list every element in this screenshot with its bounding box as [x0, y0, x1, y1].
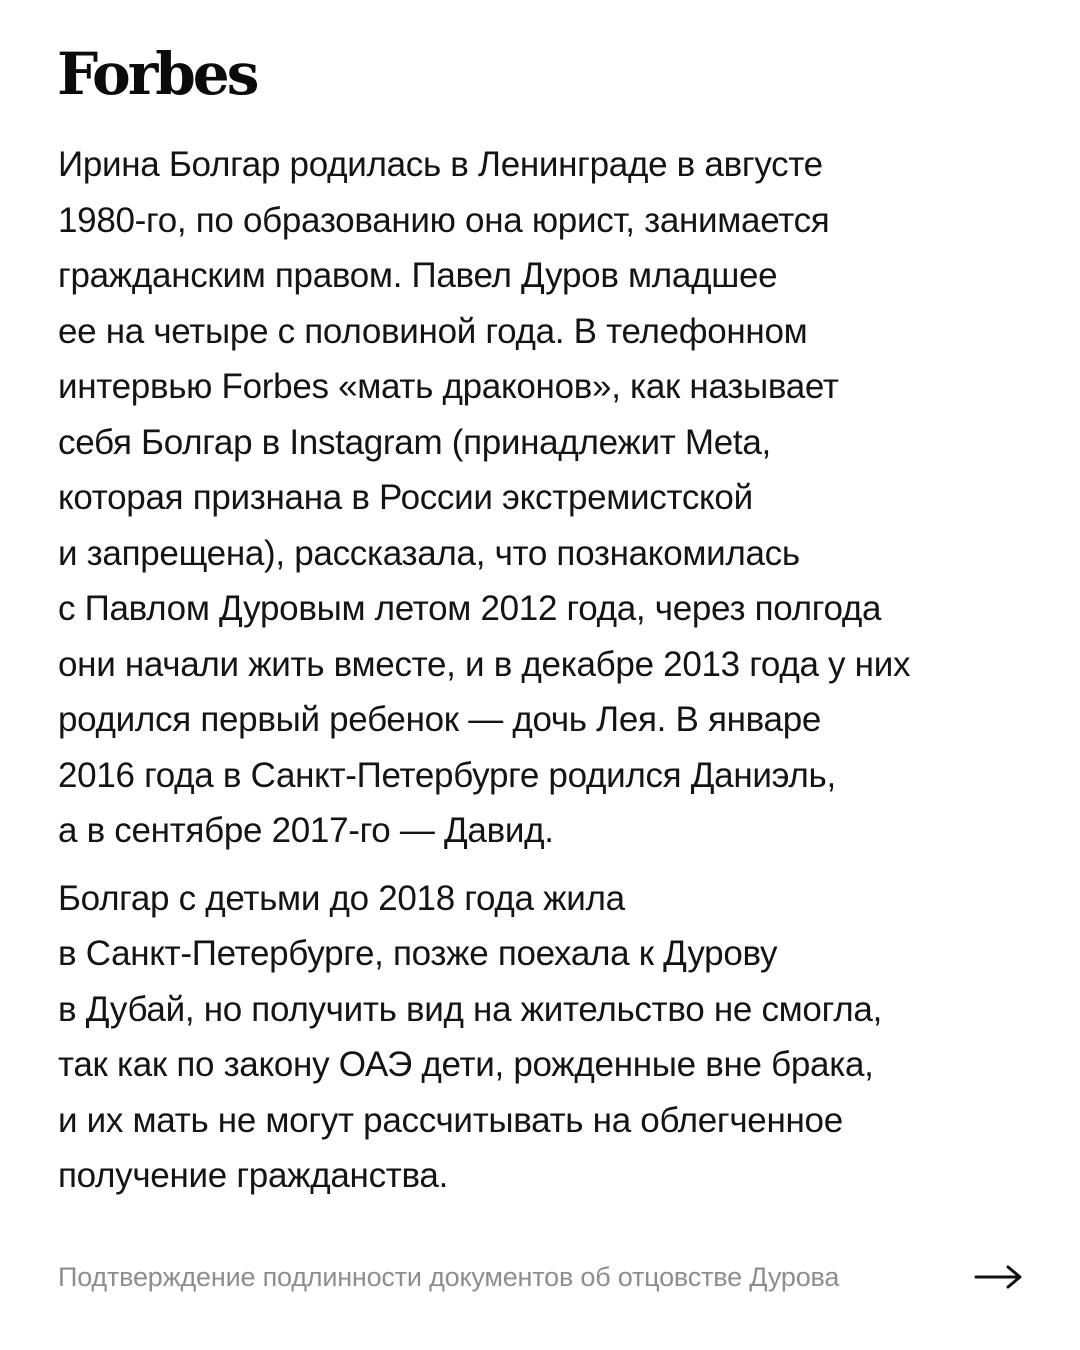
text-line: 2016 года в Санкт-Петербурге родился Даниэль, [58, 755, 836, 795]
text-line: Ирина Болгар родилась в Ленинграде в августе [58, 145, 823, 184]
arrow-right-icon[interactable] [974, 1262, 1024, 1292]
text-line: которая признана в России экстремистской [58, 478, 753, 517]
text-line: гражданским правом. Павел Дуров младшее [58, 256, 778, 295]
next-slide-label: Подтверждение подлинности документов об отцовстве Дурова [58, 1261, 840, 1292]
text-line: себя Болгар в Instagram (принадлежит Meta, [58, 422, 771, 462]
text-line: родился первый ребенок — дочь Лея. В январе [58, 700, 822, 739]
text-line: получение гражданства. [58, 1156, 448, 1195]
text-line: 1980-го, по образованию она юрист, занимается [58, 200, 830, 240]
text-line: и запрещена), рассказала, что познакомилась [58, 533, 800, 573]
text-line: и их мать не могут рассчитывать на облегченное [58, 1100, 843, 1140]
text-line: с Павлом Дуровым летом 2012 года, через полгода [58, 589, 882, 628]
text-line: они начали жить вместе, и в декабре 2013 года у них [58, 644, 911, 684]
article-body [58, 137, 1048, 1204]
paragraph-1 [58, 137, 1048, 859]
text-line: Болгар с детьми до 2018 года жила [58, 878, 625, 918]
next-slide-link[interactable] [58, 1257, 1024, 1297]
text-line: интервью Forbes «мать драконов», как называет [58, 367, 839, 406]
forbes-logo: Forbes [57, 40, 257, 108]
text-line: а в сентябре 2017-го — Давид. [58, 811, 554, 850]
text-line: ее на четыре с половиной года. В телефонном [58, 311, 808, 351]
paragraph-2 [58, 871, 1048, 1204]
text-line: так как по закону ОАЭ дети, рожденные вне брака, [58, 1045, 874, 1084]
text-line: в Санкт-Петербурге, позже поехала к Дурову [58, 934, 778, 973]
text-line: в Дубай, но получить вид на жительство не смогла, [58, 989, 883, 1029]
